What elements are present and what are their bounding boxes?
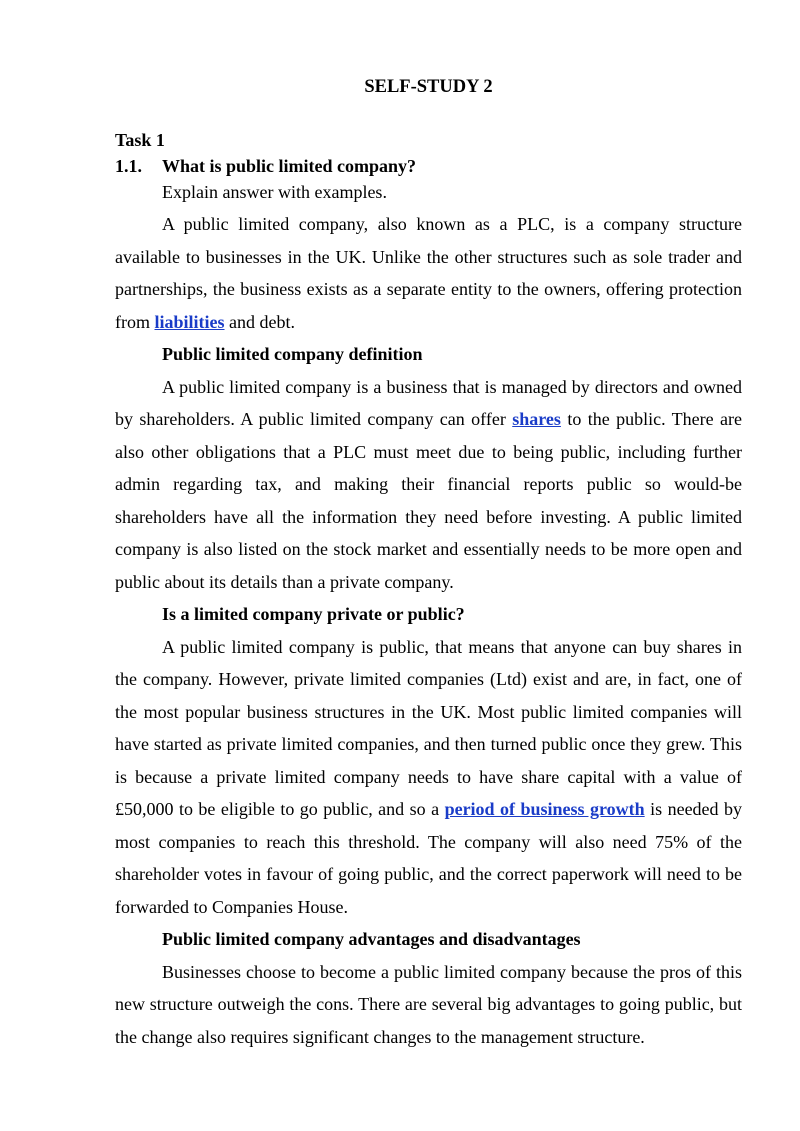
paragraph-private-or-public [115, 631, 742, 924]
paragraph-intro-text: A public limited company, also known as a PLC, is a company structure available to businesses in the UK. Unlike the other structures such as sole trader and partnerships, the business exists as a separate entity to the owners, offering protection from [115, 214, 742, 332]
body-text [115, 208, 742, 1053]
paragraph-definition [115, 371, 742, 599]
document-title: SELF-STUDY 2 [364, 77, 493, 97]
shares-link[interactable]: shares [512, 409, 561, 429]
paragraph-private-or-public-end: is needed by most companies to reach this threshold. The company will also need 75% of the shareholder votes in favour of going public, and the correct paperwork will need to be forwarded to Companies House. [115, 799, 743, 917]
question-text: What is public limited company? [162, 156, 417, 176]
liabilities-link[interactable]: liabilities [154, 311, 225, 332]
paragraph-definition-text: A public limited company is a business that is managed by directors and owned by shareholders. A public limited company can offer [115, 376, 742, 429]
paragraph-intro-end: and debt. [224, 311, 295, 332]
task-label: Task 1 [115, 130, 165, 150]
paragraph-private-or-public-text: A public limited company is public, that means that anyone can buy shares in the company. However, private limited companies (Ltd) exist and are, in fact, one of the most popular business structures in the UK. Most public limited companies will have started as private limited companies, and then turned public once they grew. This is because a private limited company needs to have share capital with a value of £50,000 to be eligible to go public, and so a [115, 636, 742, 819]
question-heading [115, 155, 742, 177]
paragraph-definition-end: to the public. There are also other obligations that a PLC must meet due to being public, including further admin regarding tax, and making their financial reports public so would-be shareholders have all the information they need before investing. A public limited company is also listed on the stock market and essentially needs to be more open and public about its details than a private company. [115, 409, 742, 592]
section-heading-advantages: Public limited company advantages and disadvantages [162, 929, 581, 949]
paragraph-intro [115, 208, 742, 338]
question-instruction: Explain answer with examples. [162, 182, 387, 202]
question-number: 1.1. [115, 156, 142, 176]
section-heading-definition: Public limited company definition [162, 344, 423, 364]
paragraph-advantages: Businesses choose to become a public limited company because the pros of this new structure outweigh the cons. There are several big advantages to going public, but the change also requires significant changes to the management structure. [115, 961, 742, 1047]
business-growth-link[interactable]: period of business growth [444, 799, 645, 819]
section-heading-private-or-public: Is a limited company private or public? [162, 604, 465, 624]
